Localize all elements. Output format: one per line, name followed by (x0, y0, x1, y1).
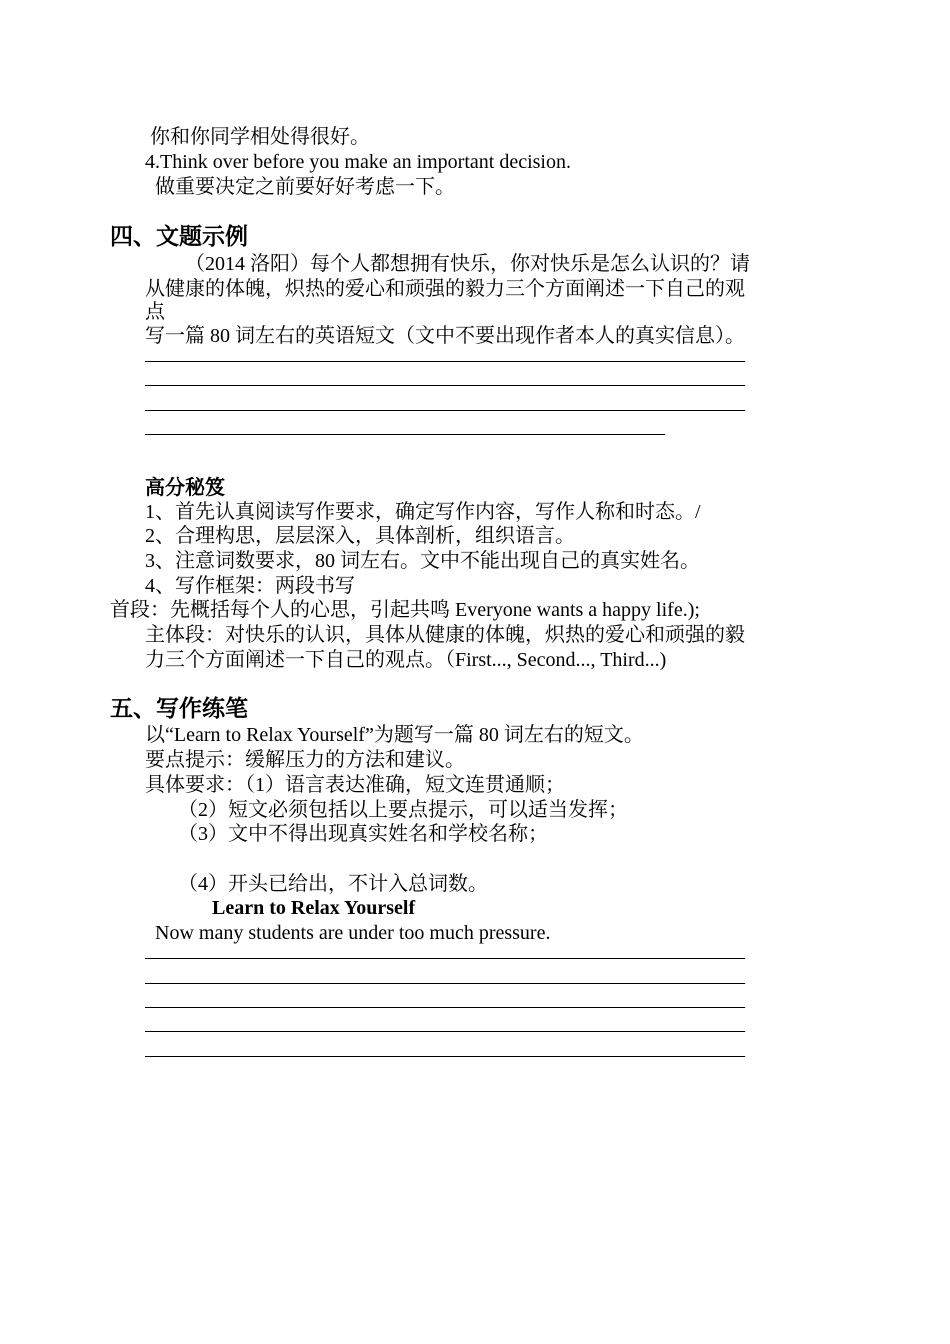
example-sentence-4: 4.Think over before you make an important decision. (145, 151, 571, 173)
answer-line: —————————————————————————————— (145, 1019, 745, 1041)
section-heading-5: 五、写作练笔 (110, 696, 248, 721)
tip-item-6: 主体段：对快乐的认识，具体从健康的体魄，炽热的爱心和顽强的毅 (145, 624, 745, 646)
tip-item-3: 3、注意词数要求，80 词左右。文中不能出现自己的真实姓名。 (145, 550, 700, 572)
essay-opening: Now many students are under too much pressure. (155, 922, 551, 944)
answer-line: —————————————————————————————— (145, 946, 745, 968)
example-translation-4: 做重要决定之前要好好考虑一下。 (155, 176, 455, 198)
section-heading-4: 四、文题示例 (110, 224, 248, 249)
tip-item-2: 2、合理构思，层层深入，具体剖析，组织语言。 (145, 525, 575, 547)
example-translation-3: 你和你同学相处得很好。 (150, 126, 370, 148)
task-line-5: （3）文中不得出现真实姓名和学校名称； (178, 823, 548, 845)
task-line-4: （2）短文必须包括以上要点提示，可以适当发挥； (178, 799, 628, 821)
answer-line: —————————————————————————————— (145, 398, 745, 420)
answer-line: —————————————————————————————— (145, 349, 745, 371)
tip-item-7: 力三个方面阐述一下自己的观点。（First..., Second..., Third...) (145, 649, 667, 671)
task-line-6: （4）开头已给出，不计入总词数。 (178, 873, 488, 895)
answer-line: —————————————————————————— (145, 422, 665, 444)
essay-title: Learn to Relax Yourself (212, 897, 416, 919)
answer-line: —————————————————————————————— (145, 1044, 745, 1066)
tip-item-4: 4、写作框架：两段书写 (145, 575, 355, 597)
prompt-line-1: （2014 洛阳）每个人都想拥有快乐，你对快乐是怎么认识的？请 (185, 253, 750, 275)
task-line-1: 以“Learn to Relax Yourself”为题写一篇 80 词左右的短文。 (145, 724, 644, 746)
task-line-2: 要点提示：缓解压力的方法和建议。 (145, 749, 465, 771)
answer-line: —————————————————————————————— (145, 971, 745, 993)
answer-line: —————————————————————————————— (145, 995, 745, 1017)
tip-item-5: 首段：先概括每个人的心思，引起共鸣 Everyone wants a happy life.); (110, 599, 700, 621)
tips-title: 高分秘笈 (145, 477, 225, 499)
prompt-line-2: 从健康的体魄，炽热的爱心和顽强的毅力三个方面阐述一下自己的观 (145, 278, 745, 300)
tip-item-1: 1、首先认真阅读写作要求，确定写作内容，写作人称和时态。/ (145, 501, 701, 523)
prompt-line-4: 写一篇 80 词左右的英语短文（文中不要出现作者本人的真实信息）。 (145, 325, 745, 347)
answer-line: —————————————————————————————— (145, 373, 745, 395)
prompt-line-3: 点 (145, 301, 165, 323)
task-line-3: 具体要求：（1）语言表达准确，短文连贯通顺； (145, 774, 565, 796)
